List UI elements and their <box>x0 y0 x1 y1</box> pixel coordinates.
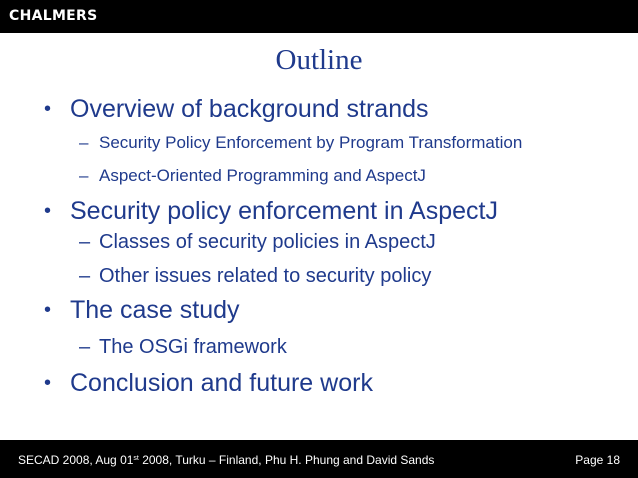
bullet-text: The case study <box>70 296 240 324</box>
bullet-icon: • <box>44 200 52 222</box>
bullet-item <box>0 369 638 403</box>
bullet-item <box>0 197 638 231</box>
bullet-icon: • <box>44 98 52 120</box>
sub-bullet-text: Security Policy Enforcement by Program Transformation <box>99 133 523 152</box>
dash-icon: – <box>79 133 89 152</box>
slide-title: Outline <box>275 44 363 76</box>
bullet-item <box>0 95 638 129</box>
sub-bullet-item <box>0 231 638 257</box>
dash-icon: – <box>79 265 91 287</box>
bullet-item <box>0 296 638 330</box>
footer-bar <box>0 440 638 478</box>
sub-bullet-text: Other issues related to security policy <box>99 265 432 287</box>
sub-bullet-text: The OSGi framework <box>99 336 287 358</box>
sub-bullet-item <box>0 265 638 291</box>
bullet-text: Security policy enforcement in AspectJ <box>70 197 498 225</box>
sub-bullet-text: Aspect-Oriented Programming and AspectJ <box>99 166 426 185</box>
page-number: Page 18 <box>575 453 620 467</box>
bullet-text: Conclusion and future work <box>70 369 373 397</box>
sub-bullet-item <box>0 133 638 159</box>
chalmers-logo: CHALMERS <box>9 8 98 24</box>
bullet-icon: • <box>44 299 52 321</box>
dash-icon: – <box>79 231 91 253</box>
footer-citation: SECAD 2008, Aug 01st 2008, Turku – Finland, Phu H. Phung and David Sands <box>18 453 435 467</box>
dash-icon: – <box>79 166 89 185</box>
sub-bullet-item <box>0 166 638 192</box>
dash-icon: – <box>79 336 91 358</box>
sub-bullet-text: Classes of security policies in AspectJ <box>99 231 436 253</box>
bullet-icon: • <box>44 372 52 394</box>
sub-bullet-item <box>0 336 638 362</box>
bullet-text: Overview of background strands <box>70 95 429 123</box>
